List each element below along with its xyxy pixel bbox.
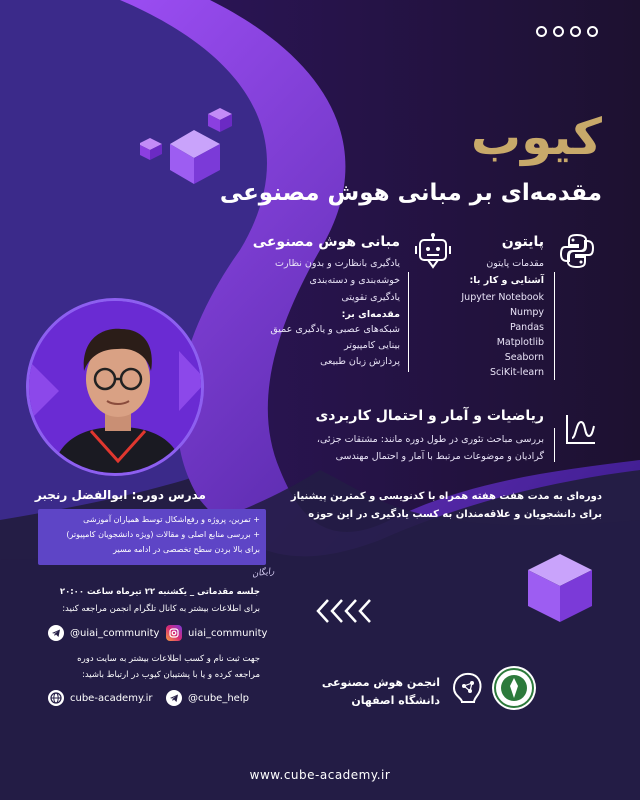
avatar (29, 301, 204, 476)
free-badge: رایگان (251, 566, 275, 580)
university-logo (490, 664, 538, 712)
divider (554, 272, 555, 380)
math-line: بررسی مباحث تئوری در طول دوره مانند: مشتقات جزئی، (316, 434, 544, 445)
association-line: دانشگاه اصفهان (351, 694, 440, 707)
ai-item: بینایی کامپیوتر (344, 340, 400, 351)
python-item: Seaborn (504, 352, 544, 363)
math-title: ریاضیات و آمار و احتمال کاربردی (315, 408, 544, 424)
instagram-link[interactable] (166, 625, 267, 641)
course-description: برای دانشجویان و علاقه‌مندان به کسب یادگیری در این حوزه (308, 509, 602, 520)
ai-item: پردازش زبان طبیعی (320, 356, 400, 367)
globe-icon (48, 690, 64, 706)
register-line: جهت ثبت نام و کسب اطلاعات بیشتر به سایت دوره (77, 654, 260, 664)
menu-dots[interactable] (536, 26, 598, 37)
arrows-icon (314, 596, 378, 626)
dot (553, 26, 564, 37)
page-subtitle: مقدمه‌ای بر مبانی هوش مصنوعی (219, 180, 602, 206)
brand-title: کیوب (470, 108, 602, 166)
instagram-handle: uiai_community (188, 627, 268, 639)
cube-icon (140, 100, 240, 190)
instagram-icon (166, 625, 182, 641)
telegram-support-link[interactable] (166, 690, 249, 706)
python-item: Pandas (510, 322, 544, 333)
ai-item: مقدمه‌ای بر: (341, 309, 400, 320)
python-title: پایتون (501, 234, 544, 250)
math-line: گرادیان و موضوعات مرتبط با آمار و احتمال مهندسی (335, 451, 544, 462)
python-item: Matplotlib (496, 337, 544, 348)
ai-item: یادگیری تقویتی (341, 292, 400, 303)
course-description: دوره‌ای به مدت هفت هفته همراه با کدنویسی و کمترین پیشنیاز (290, 491, 602, 502)
association-line: انجمن هوش مصنوعی (321, 676, 440, 689)
ai-item: یادگیری بانظارت و بدون نظارت (275, 258, 400, 269)
ai-item: شبکه‌های عصبی و یادگیری عمیق (270, 324, 400, 335)
dot (570, 26, 581, 37)
ai-association-logo (446, 668, 486, 708)
feature-item: + تمرین، پروژه و رفع‌اشکال توسط همیاران آموزشی (83, 515, 260, 524)
python-item: Jupyter Notebook (461, 292, 544, 303)
divider (408, 272, 409, 372)
cube-icon (520, 548, 600, 628)
python-item: آشنایی و کار با: (469, 275, 544, 286)
website-link[interactable] (48, 690, 153, 706)
chart-icon (564, 412, 598, 446)
support-handle: @cube_help (188, 692, 249, 704)
python-item: SciKit-learn (490, 367, 544, 378)
instructor-name: مدرس دوره: ابوالفضل رنجبر (34, 488, 206, 502)
session-title: جلسه مقدماتی _ یکشنبه ۲۲ تیرماه ساعت ۲۰:۰۰ (59, 587, 260, 597)
footer-url[interactable]: www.cube-academy.ir (249, 768, 391, 782)
feature-item: برای بالا بردن سطح تخصصی در ادامه مسیر (113, 545, 260, 554)
website-text: cube-academy.ir (70, 692, 153, 704)
ai-basics-title: مبانی هوش مصنوعی (252, 234, 400, 250)
telegram-handle: @uiai_community (70, 627, 160, 639)
ai-item: خوشه‌بندی و دسته‌بندی (309, 275, 400, 286)
session-info: برای اطلاعات بیشتر به کانال تلگرام انجمن مراجعه کنید: (62, 604, 260, 614)
telegram-icon (48, 625, 64, 641)
association-name (322, 674, 440, 710)
divider (554, 428, 555, 462)
robot-icon (414, 232, 452, 272)
dot (587, 26, 598, 37)
instructor-photo (26, 298, 204, 476)
telegram-community-link[interactable] (48, 625, 159, 641)
dot (536, 26, 547, 37)
feature-item: + بررسی منابع اصلی و مقالات (ویژه دانشجویان کامپیوتر) (66, 530, 260, 539)
python-item: مقدمات پایتون (486, 258, 544, 269)
telegram-icon (166, 690, 182, 706)
python-item: Numpy (509, 307, 544, 318)
python-icon (558, 232, 596, 270)
register-line: مراجعه کرده و یا با پشتیبان کیوب در ارتباط باشید: (81, 670, 260, 680)
